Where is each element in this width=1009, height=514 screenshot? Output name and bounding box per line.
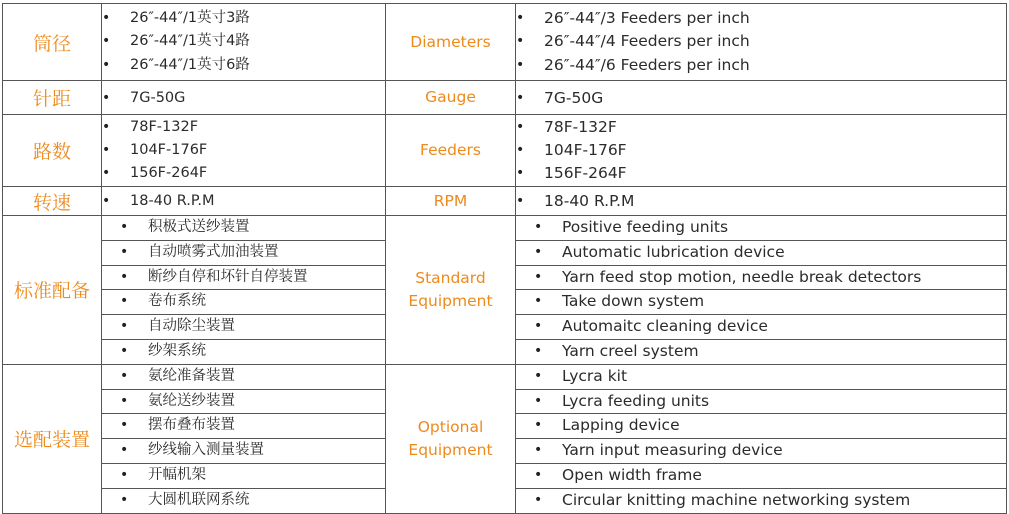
row-feeders bbox=[3, 115, 1007, 187]
row-diameters bbox=[3, 4, 1007, 81]
list-item: • Automatic lubrication device bbox=[516, 241, 1006, 266]
en-label-standard bbox=[386, 216, 516, 365]
zh-label-standard: 标准配备 bbox=[3, 216, 102, 365]
list-item: • 26″-44″/1英寸4路 bbox=[102, 30, 385, 54]
en-label-standard-line2: Equipment bbox=[408, 291, 493, 310]
row-rpm bbox=[3, 187, 1007, 216]
list-item: • 18-40 R.P.M bbox=[102, 188, 385, 214]
list-item: • 开幅机架 bbox=[102, 464, 385, 489]
zh-label-gauge: 针距 bbox=[3, 81, 102, 115]
row-optional bbox=[3, 364, 1007, 513]
zh-list-gauge bbox=[102, 81, 386, 115]
list-item: • 摆布叠布装置 bbox=[102, 414, 385, 439]
zh-label-optional: 选配装置 bbox=[3, 364, 102, 513]
en-list-standard bbox=[516, 216, 1007, 365]
list-item: • Yarn creel system bbox=[516, 340, 1006, 364]
en-label-gauge: Gauge bbox=[386, 81, 516, 115]
list-item: • 积极式送纱装置 bbox=[102, 216, 385, 241]
list-item: • Automaitc cleaning device bbox=[516, 315, 1006, 340]
en-list-optional bbox=[516, 364, 1007, 513]
list-item: • 104F-176F bbox=[516, 139, 1006, 162]
zh-list-feeders bbox=[102, 115, 386, 187]
en-label-optional-line1: Optional bbox=[417, 417, 484, 436]
en-list-rpm bbox=[516, 187, 1007, 216]
list-item: • 104F-176F bbox=[102, 139, 385, 162]
list-item: • Positive feeding units bbox=[516, 216, 1006, 241]
list-item: • 26″-44″/3 Feeders per inch bbox=[516, 7, 1006, 31]
en-label-optional bbox=[386, 364, 516, 513]
en-list-diameters bbox=[516, 4, 1007, 81]
en-label-diameters: Diameters bbox=[386, 4, 516, 81]
zh-list-rpm bbox=[102, 187, 386, 216]
list-item: • 纱线输入测量装置 bbox=[102, 439, 385, 464]
list-item: • Lycra feeding units bbox=[516, 390, 1006, 415]
list-item: • 18-40 R.P.M bbox=[516, 188, 1006, 214]
en-label-rpm: RPM bbox=[386, 187, 516, 216]
list-item: • 26″-44″/6 Feeders per inch bbox=[516, 54, 1006, 78]
list-item: • Yarn input measuring device bbox=[516, 439, 1006, 464]
list-item: • Take down system bbox=[516, 290, 1006, 315]
spec-table bbox=[2, 3, 1007, 514]
list-item: • 78F-132F bbox=[516, 116, 1006, 139]
en-list-feeders bbox=[516, 115, 1007, 187]
list-item: • Lycra kit bbox=[516, 365, 1006, 390]
list-item: • Lapping device bbox=[516, 414, 1006, 439]
list-item: • 氨纶准备装置 bbox=[102, 365, 385, 390]
list-item: • 自动除尘装置 bbox=[102, 315, 385, 340]
en-list-gauge bbox=[516, 81, 1007, 115]
list-item: • Circular knitting machine networking system bbox=[516, 489, 1006, 513]
list-item: • 156F-264F bbox=[516, 162, 1006, 185]
list-item: • Open width frame bbox=[516, 464, 1006, 489]
list-item: • 卷布系统 bbox=[102, 290, 385, 315]
zh-label-feeders: 路数 bbox=[3, 115, 102, 187]
list-item: • 26″-44″/1英寸6路 bbox=[102, 54, 385, 78]
row-standard bbox=[3, 216, 1007, 365]
list-item: • 大圆机联网系统 bbox=[102, 489, 385, 513]
list-item: • 氨纶送纱装置 bbox=[102, 390, 385, 415]
zh-label-diameters: 筒径 bbox=[3, 4, 102, 81]
list-item: • 26″-44″/1英寸3路 bbox=[102, 7, 385, 31]
list-item: • 7G-50G bbox=[516, 86, 1006, 110]
list-item: • 自动喷雾式加油装置 bbox=[102, 241, 385, 266]
en-label-optional-line2: Equipment bbox=[408, 440, 493, 459]
zh-list-diameters bbox=[102, 4, 386, 81]
list-item: • 156F-264F bbox=[102, 162, 385, 185]
zh-list-standard bbox=[102, 216, 386, 365]
list-item: • 7G-50G bbox=[102, 86, 385, 110]
zh-list-optional bbox=[102, 364, 386, 513]
zh-label-rpm: 转速 bbox=[3, 187, 102, 216]
list-item: • 断纱自停和坏针自停装置 bbox=[102, 266, 385, 291]
list-item: • 26″-44″/4 Feeders per inch bbox=[516, 30, 1006, 54]
list-item: • 78F-132F bbox=[102, 116, 385, 139]
en-label-feeders: Feeders bbox=[386, 115, 516, 187]
list-item: • 纱架系统 bbox=[102, 340, 385, 364]
list-item: • Yarn feed stop motion, needle break detectors bbox=[516, 266, 1006, 291]
en-label-standard-line1: Standard bbox=[415, 268, 486, 287]
row-gauge bbox=[3, 81, 1007, 115]
